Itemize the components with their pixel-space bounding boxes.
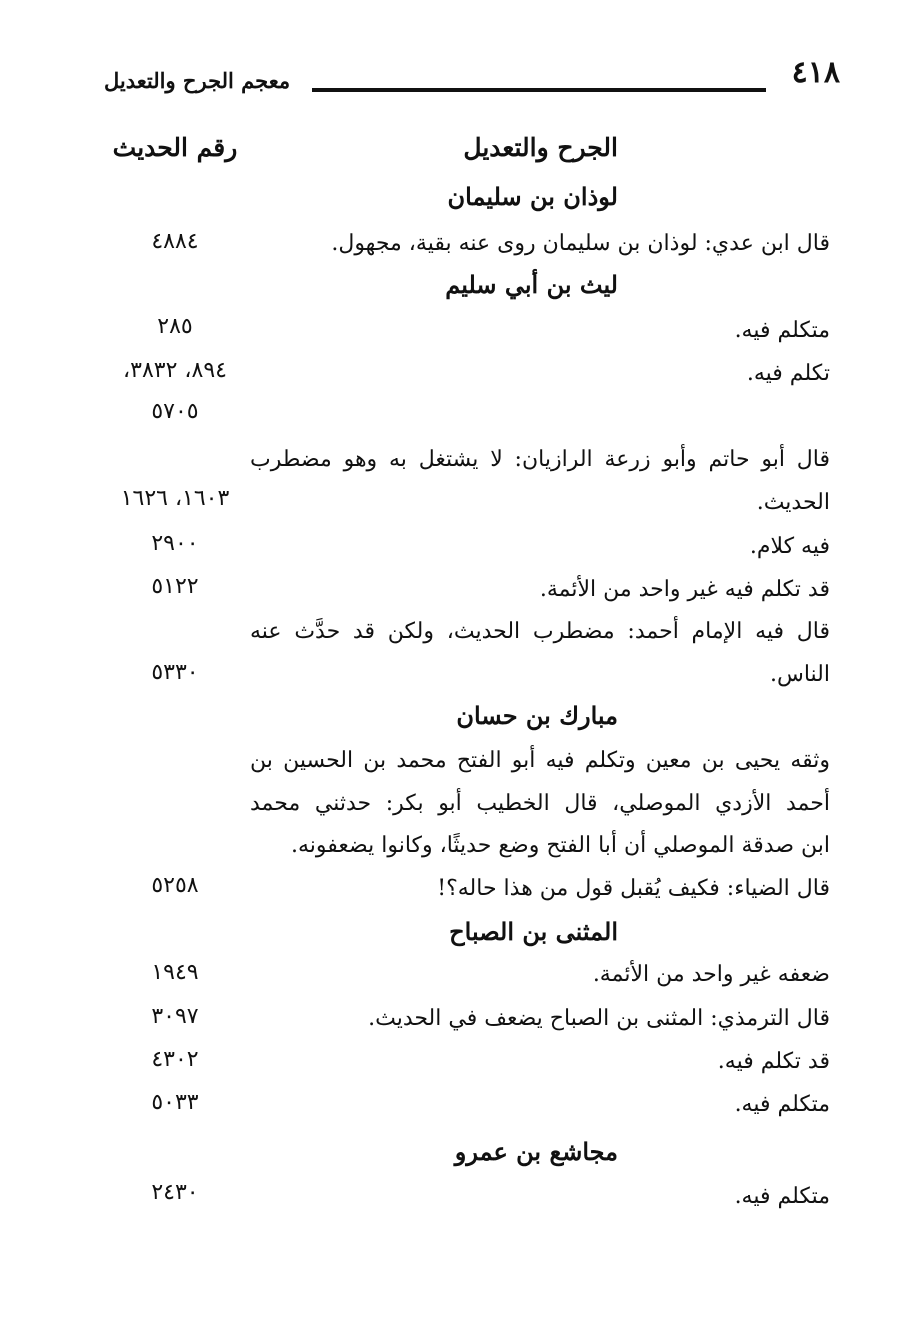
entry-line: فيه كلام. (749, 534, 830, 559)
hadith-number: ٢٨٥ (157, 314, 193, 339)
column-header-main: الجرح والتعديل (463, 133, 618, 162)
hadith-number: ٥٣٣٠ (151, 660, 199, 685)
entry-line: قال فيه الإمام أحمد: مضطرب الحديث، ولكن قد حدَّث عنه (250, 619, 830, 644)
entry-line: قال ابن عدي: لوذان بن سليمان روى عنه بقية، مجهول. (331, 231, 830, 256)
entry-heading: مبارك بن حسان (456, 701, 618, 730)
hadith-number: ٥١٢٢ (151, 574, 199, 599)
entry-heading: ليث بن أبي سليم (445, 270, 618, 299)
hadith-number: ١٩٤٩ (151, 960, 199, 985)
entry-line: الحديث. (756, 490, 830, 515)
entry-line: ابن صدقة الموصلي أن أبا الفتح وضع حديثًا، وكانوا يضعفونه. (291, 833, 830, 858)
entry-line: ضعفه غير واحد من الأئمة. (592, 962, 830, 987)
hadith-number: ٣٠٩٧ (151, 1004, 199, 1029)
column-header-number: رقم الحديث (112, 133, 238, 162)
hadith-number: ٨٩٤، ٣٨٣٢، (123, 358, 227, 383)
hadith-number: ٢٤٣٠ (151, 1180, 199, 1205)
entry-line: قال الترمذي: المثنى بن الصباح يضعف في الحديث. (368, 1006, 830, 1031)
entry-heading: المثنى بن الصباح (449, 917, 618, 946)
entry-line: قال الضياء: فكيف يُقبل قول من هذا حاله؟! (437, 876, 830, 901)
page-number: ٤١٨ (791, 55, 840, 90)
running-title: معجم الجرح والتعديل (104, 68, 291, 93)
entry-line: قال أبو حاتم وأبو زرعة الرازيان: لا يشتغل به وهو مضطرب (250, 447, 830, 472)
entry-line: متكلم فيه. (734, 1184, 830, 1209)
hadith-number: ٥٠٣٣ (151, 1090, 199, 1115)
entry-line: تكلم فيه. (746, 361, 830, 386)
entry-line: الناس. (769, 662, 830, 687)
hadith-number: ٤٨٨٤ (151, 229, 199, 254)
entry-line: متكلم فيه. (734, 318, 830, 343)
entry-line: متكلم فيه. (734, 1092, 830, 1117)
hadith-number: ٥٧٠٥ (151, 399, 199, 424)
hadith-number: ٢٩٠٠ (151, 531, 199, 556)
entry-line: قد تكلم فيه غير واحد من الأئمة. (539, 577, 830, 602)
entry-line: قد تكلم فيه. (717, 1049, 830, 1074)
hadith-number: ٥٢٥٨ (151, 873, 199, 898)
hadith-number: ١٦٠٣، ١٦٢٦ (120, 486, 230, 511)
entry-heading: مجاشع بن عمرو (454, 1137, 618, 1166)
entry-line: وثقه يحيى بن معين وتكلم فيه أبو الفتح محمد بن الحسين بن (250, 748, 830, 773)
entry-heading: لوذان بن سليمان (447, 182, 618, 211)
entry-line: أحمد الأزدي الموصلي، قال الخطيب أبو بكر: حدثني محمد (250, 791, 830, 816)
header-rule (312, 88, 766, 92)
hadith-number: ٤٣٠٢ (151, 1047, 199, 1072)
